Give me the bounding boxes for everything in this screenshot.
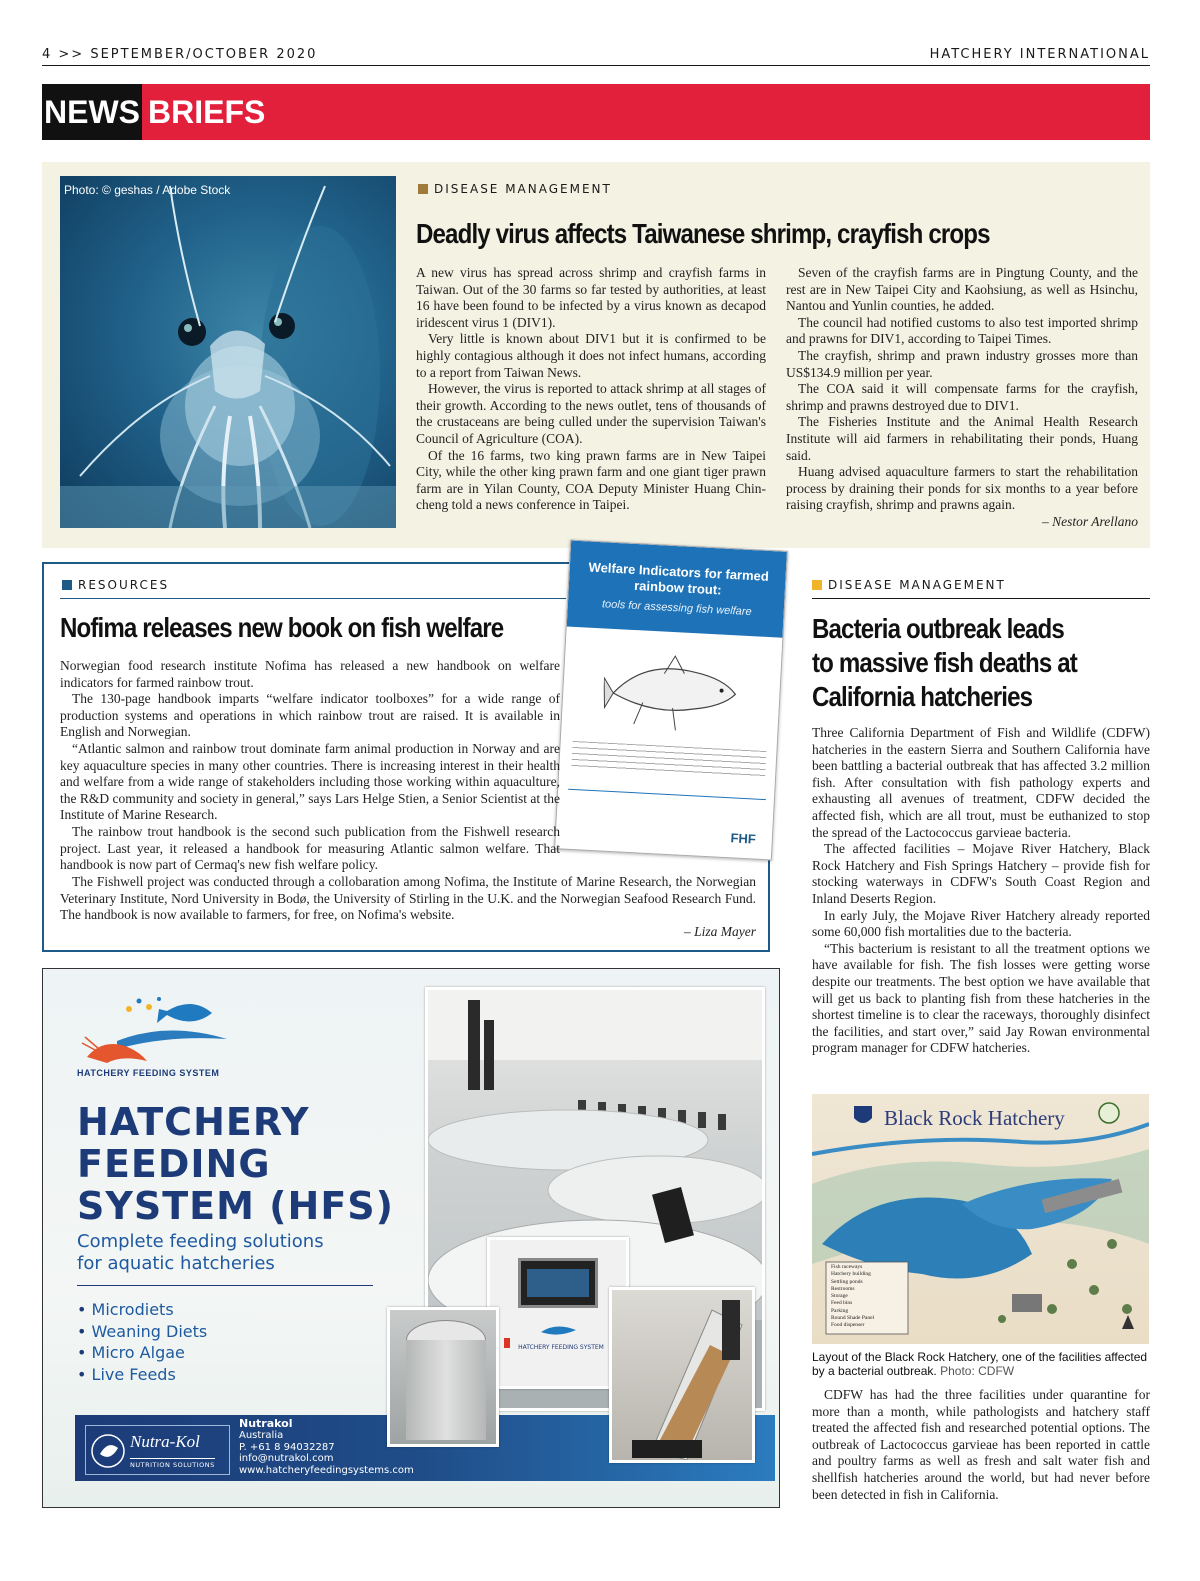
feeder-bin-photo	[387, 1307, 499, 1447]
ad-title-line: FEEDING	[77, 1142, 271, 1186]
kicker-label: RESOURCES	[78, 578, 170, 592]
nutrakol-logo	[85, 1425, 230, 1475]
story2-wide-text	[60, 874, 756, 940]
story2-headline: Nofima releases new book on fish welfare	[60, 612, 504, 643]
story3-paragraph: CDFW has had the three facilities under quarantine for more than a month, while pathologists and hatchery staff treated the affected fish and researched potential options. The outbreak of Lactococcus garvieae has been reported in cattle and poultry farms as well as fresh and salt water fish and shellfish hatcheries around the world, but had never before been detected in fish in California.	[812, 1387, 1150, 1502]
fish-shrimp-logo-icon	[77, 991, 237, 1071]
story2-byline: – Liza Mayer	[684, 923, 756, 939]
ad-product-item: • Micro Algae	[77, 1342, 207, 1364]
power-switch	[504, 1338, 510, 1348]
touchscreen	[518, 1258, 598, 1308]
ad-title-line: SYSTEM (HFS)	[77, 1184, 395, 1228]
touchscreen-display	[527, 1269, 589, 1297]
contact-phone[interactable]: P. +61 8 94032287	[239, 1441, 335, 1453]
story3-paragraph: “This bacterium is resistant to all the treatment options we have available for fish. The fish losses were getting worse despite our treatments. The best option we have available that will get us back to planting fish from these hatcheries in the shortest timeline is to clear the raceways, thoroughly disinfect the facilities, and start over,” said Jay Rowan environmental program manager for CDFW hatcheries.	[812, 940, 1150, 1056]
story1-paragraph: However, the virus is reported to attack shrimp at all stages of their growth. According to the news outlet, tens of thousands of the crustaceans are being culled under the supervision Taiwan's Council of Agriculture (COA).	[416, 381, 766, 446]
story1-paragraph: The crayfish, shrimp and prawn industry grosses more than US$134.9 million per year.	[786, 347, 1138, 380]
nutrakol-emblem-icon	[90, 1432, 126, 1470]
book-subtitle: tools for assessing fish welfare	[601, 598, 752, 619]
dispenser-illustration	[612, 1290, 755, 1463]
story2-paragraph: “Atlantic salmon and rainbow trout dominate farm animal production in Norway and are key aquaculture species in many other countries. There is increasing interest in their health and welfare from a wide range of stakeholders including those working within aquaculture, the R&D community and society in general,” says Lars Helge Stien, a Senior Scientist at the Institute of Marine Research.	[60, 740, 560, 823]
story3-paragraph: The affected facilities – Mojave River Hatchery, Black Rock Hatchery and Fish Springs Hatchery – provide fish for stocking waterways in CDFW's South Coast Region and Inland Deserts Region.	[812, 841, 1150, 906]
ad-product-item: • Microdiets	[77, 1299, 207, 1321]
nutrakol-wordmark: Nutra-Kol	[130, 1432, 200, 1451]
story1-paragraph: Huang advised aquaculture farmers to start the rehabilitation process by draining their ponds for six months to a year before raising crayfish, shrimp and prawns again.	[786, 464, 1138, 513]
story2-paragraph: Norwegian food research institute Nofima has released a new handbook on welfare indicators for farmed rainbow trout.	[60, 658, 560, 690]
map-legend-item: Restrooms	[831, 1285, 855, 1292]
book-cover	[554, 540, 788, 861]
publication-name: HATCHERY INTERNATIONAL	[929, 47, 1150, 62]
story1-byline: – Nestor Arellano	[1041, 513, 1138, 529]
story2-paragraph: The Fishwell project was conducted through a collobaration among Nofima, the Institute of Marine Research, the Norwegian Veterinary Institute, Nord University in Bodø, the University of Stirling in the U.K. and the Norwegian Seafood Research Fund. The handbook is now available to farmers, for free, on Nofima's website.	[60, 874, 756, 923]
story3-headline-line: California hatcheries	[812, 681, 1033, 712]
story3-after-text	[812, 1387, 1150, 1503]
map-legend-item: Storage	[831, 1293, 848, 1300]
fhf-logo: FHF	[730, 830, 757, 847]
ad-title	[77, 1101, 394, 1227]
kicker-label: DISEASE MANAGEMENT	[828, 578, 1006, 592]
map-legend-item: Food dispenser	[831, 1322, 865, 1329]
feeder-body	[406, 1340, 486, 1440]
shrimp-illustration	[60, 176, 396, 528]
story1-column-1	[416, 265, 766, 514]
kicker-square-icon	[62, 580, 72, 590]
kicker-square-icon	[812, 580, 822, 590]
ad-brand-label: HATCHERY FEEDING SYSTEM	[77, 1068, 220, 1078]
panel-logo-icon	[536, 1320, 586, 1340]
kicker-rule	[812, 598, 1150, 599]
story1-paragraph: Seven of the crayfish farms are in Pingtung County, and the rest are in New Taipei City and Kaohsiung, as well as Hsinchu, Nantou and Yunlin counties, he added.	[786, 265, 1138, 314]
story1-column-2	[786, 265, 1138, 531]
ad-subtitle-line: Complete feeding solutions	[77, 1231, 324, 1252]
kicker-square-icon	[418, 184, 428, 194]
ad-product-list	[77, 1299, 207, 1385]
kicker-disease-management	[418, 182, 612, 196]
panel-label: HATCHERY FEEDING SYSTEM	[518, 1344, 604, 1351]
story1-paragraph: The COA said it will compensate farms for the crayfish, shrimp and prawns destroyed due to DIV1.	[786, 381, 1138, 413]
story3-headline-line: to massive fish deaths at	[812, 647, 1077, 678]
map-caption	[812, 1350, 1150, 1378]
story1-paragraph: The council had notified customs to also test imported shrimp and prawns for DIV1, according to Taipei Times.	[786, 314, 1138, 347]
contact-email[interactable]: info@nutrakol.com	[239, 1453, 334, 1465]
contact-country: Australia	[239, 1429, 284, 1441]
kicker-disease-management-2	[812, 578, 1006, 592]
kicker-rule	[60, 598, 566, 599]
ad-title-line: HATCHERY	[77, 1100, 310, 1144]
book-authors	[571, 741, 766, 777]
kicker-label: DISEASE MANAGEMENT	[434, 182, 612, 196]
map-legend	[831, 1264, 874, 1330]
story3-text	[812, 725, 1150, 1057]
map-caption-text: Layout of the Black Rock Hatchery, one of the facilities affected by a bacterial outbreak.	[812, 1350, 1148, 1378]
nutrakol-tagline: NUTRITION SOLUTIONS	[130, 1458, 215, 1469]
ad-product-item: • Live Feeds	[77, 1364, 207, 1386]
trout-icon	[601, 643, 746, 740]
kicker-resources	[62, 578, 169, 592]
map-legend-item: Round Shade Panel	[831, 1315, 875, 1322]
section-banner	[42, 84, 1150, 140]
map-legend-item: Parking	[831, 1307, 849, 1314]
story3-paragraph: Three California Department of Fish and Wildlife (CDFW) hatcheries in the eastern Sierra and Southern California have been battling a bacterial outbreak that has affected 3.2 million fish. After consultation with fish pathology experts and exhausting all avenues of treatment, CDFW decided the affected fish, which are all trout, must be euthanized to stop the spread of the Lactococcus garvieae bacteria.	[812, 725, 1150, 840]
hatchery-feeding-ad[interactable]	[42, 968, 780, 1508]
contact-website[interactable]: www.hatcheryfeedingsystems.com	[239, 1465, 414, 1477]
ad-subtitle	[77, 1231, 324, 1275]
story2-paragraph: The 130-page handbook imparts “welfare indicator toolboxes” for a wide range of production systems and operations in which rainbow trout are raised. It is available in English and Norwegian.	[60, 691, 560, 740]
story1-headline: Deadly virus affects Taiwanese shrimp, crayfish crops	[416, 218, 990, 249]
story3-headline-line: Bacteria outbreak leads	[812, 613, 1064, 644]
cdfw-badge-icon	[852, 1104, 874, 1128]
shrimp-photo	[60, 176, 396, 528]
control-panel-photo	[487, 1237, 629, 1389]
folio: 4 >> SEPTEMBER/OCTOBER 2020	[42, 47, 318, 62]
header-rule	[42, 65, 1150, 66]
ad-rule	[77, 1285, 373, 1286]
ad-subtitle-line: for aquatic hatcheries	[77, 1253, 275, 1274]
ad-product-item: • Weaning Diets	[77, 1321, 207, 1343]
seal-icon	[1098, 1102, 1120, 1124]
map-title: Black Rock Hatchery	[884, 1106, 1065, 1130]
map-legend-item: Hatchery building	[831, 1271, 871, 1278]
map-legend-item: Fish raceways	[831, 1264, 863, 1270]
banner-briefs: BRIEFS	[148, 94, 266, 130]
banner-news: NEWS	[42, 84, 142, 140]
story3-headline	[812, 612, 1077, 714]
story1-paragraph: A new virus has spread across shrimp and crayfish farms in Taiwan. Out of the 30 farms so far tested by authorities, at least 16 have been found to be infected by a virus known as decapod iridescent virus 1 (DIV1).	[416, 265, 766, 330]
book-rule	[568, 789, 766, 800]
story2-paragraph: The rainbow trout handbook is the second such publication from the Fishwell research project. Last year, it released a handbook for measuring Atlantic salmon welfare. That handbook is now part of Cermaq's new fish welfare policy.	[60, 823, 560, 873]
map-caption-credit: Photo: CDFW	[940, 1364, 1015, 1378]
story2-narrow-text	[60, 658, 560, 874]
contact-name: Nutrakol	[239, 1417, 293, 1430]
dispenser-photo	[609, 1287, 755, 1463]
story1-paragraph: Of the 16 farms, two king prawn farms are in New Taipei City, while the other king prawn farm and one giant tiger prawn farm are in Yilan County, COA Deputy Minister Huang Chin-cheng told a news conference in Taipei.	[416, 447, 766, 513]
map-legend-item: Feed bins	[831, 1300, 853, 1307]
story1-paragraph: Very little is known about DIV1 but it is confirmed to be highly contagious although it does not infect humans, according to a report from Taiwan News.	[416, 331, 766, 380]
map-legend-item: Settling ponds	[831, 1278, 863, 1285]
story3-paragraph: In early July, the Mojave River Hatchery already reported some 60,000 fish mortalities due to the bacteria.	[812, 907, 1150, 940]
story1-paragraph: The Fisheries Institute and the Animal Health Research Institute will aid farmers in rehabilitating their ponds, Huang said.	[786, 414, 1138, 463]
book-title: Welfare Indicators for farmed rainbow trout:	[588, 559, 770, 598]
photo-credit: Photo: © geshas / Adobe Stock	[64, 183, 231, 197]
black-rock-hatchery-map	[812, 1094, 1149, 1344]
